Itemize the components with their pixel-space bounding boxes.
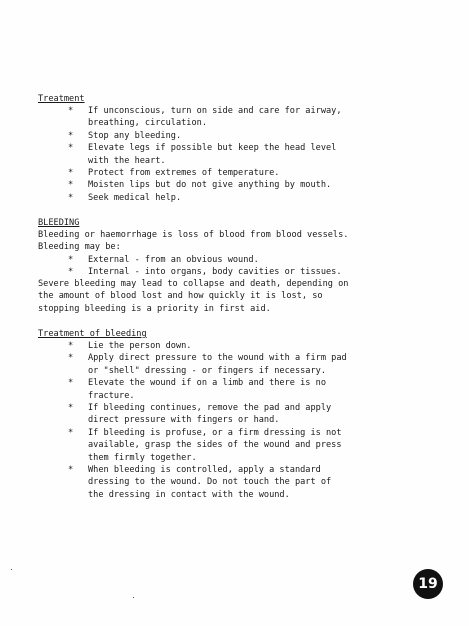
bullet-star: * xyxy=(68,267,74,278)
bullet-star: * xyxy=(68,180,74,191)
bullet-star: * xyxy=(68,168,74,179)
list-item: * Protect from extremes of temperature. xyxy=(68,168,280,179)
list-item: * Elevate legs if possible but keep the head level with the heart. xyxy=(68,143,337,166)
bullet-star: * xyxy=(68,106,74,116)
list-item: * Stop any bleeding. xyxy=(68,130,182,141)
treatment-heading: Treatment xyxy=(38,94,85,104)
bullet-star: * xyxy=(68,143,74,154)
paragraph-line: the amount of blood lost and how quickly it is lost, so xyxy=(38,291,323,302)
list-item: * When bleeding is controlled, apply a standard dressing to the wound. Do not touch the part of the dressing in contact with the wound. xyxy=(68,465,332,500)
paragraph-line: Severe bleeding may lead to collapse and death, depending on xyxy=(38,279,349,289)
list-item: * Seek medical help. xyxy=(68,192,182,203)
list-item: * Apply direct pressure to the wound with a firm pad or "shell" dressing - or fingers if necessary. xyxy=(68,353,347,376)
scan-speck xyxy=(133,597,134,598)
bleeding-heading: BLEEDING xyxy=(38,218,80,228)
treatment-of-bleeding-list xyxy=(68,340,438,501)
scan-speck xyxy=(11,569,12,570)
list-item: * If bleeding continues, remove the pad and apply direct pressure with fingers or hand. xyxy=(68,403,332,426)
list-item: * If unconscious, turn on side and care for airway, breathing, circulation. xyxy=(68,106,342,129)
paragraph-line: stopping bleeding is a priority in first aid. xyxy=(38,303,271,314)
bullet-star: * xyxy=(68,341,74,351)
bullet-star: * xyxy=(68,353,74,364)
bullet-star: * xyxy=(68,465,74,476)
page-number-badge: 19 xyxy=(413,569,443,599)
bullet-star: * xyxy=(68,192,74,203)
bullet-star: * xyxy=(68,130,74,141)
bleeding-types-list xyxy=(68,254,438,279)
treatment-of-bleeding-heading: Treatment of bleeding xyxy=(38,329,147,339)
list-item: * External - from an obvious wound. xyxy=(68,255,259,265)
treatment-list xyxy=(68,105,438,204)
list-item: * Elevate the wound if on a limb and there is no fracture. xyxy=(68,378,326,401)
bullet-star: * xyxy=(68,403,74,414)
bullet-star: * xyxy=(68,255,74,265)
list-item: * If bleeding is profuse, or a firm dressing is not available, grasp the sides of the wound and press them firmly together. xyxy=(68,427,342,463)
bleeding-intro xyxy=(38,229,438,254)
list-item: * Internal - into organs, body cavities or tissues. xyxy=(68,267,342,278)
bullet-star: * xyxy=(68,427,74,438)
paragraph-line: Bleeding or haemorrhage is loss of blood from blood vessels. xyxy=(38,230,349,240)
bullet-star: * xyxy=(68,378,74,389)
bleeding-severity xyxy=(38,278,438,315)
list-item: * Moisten lips but do not give anything by mouth. xyxy=(68,180,332,191)
paragraph-line: Bleeding may be: xyxy=(38,242,121,253)
list-item: * Lie the person down. xyxy=(68,341,192,351)
